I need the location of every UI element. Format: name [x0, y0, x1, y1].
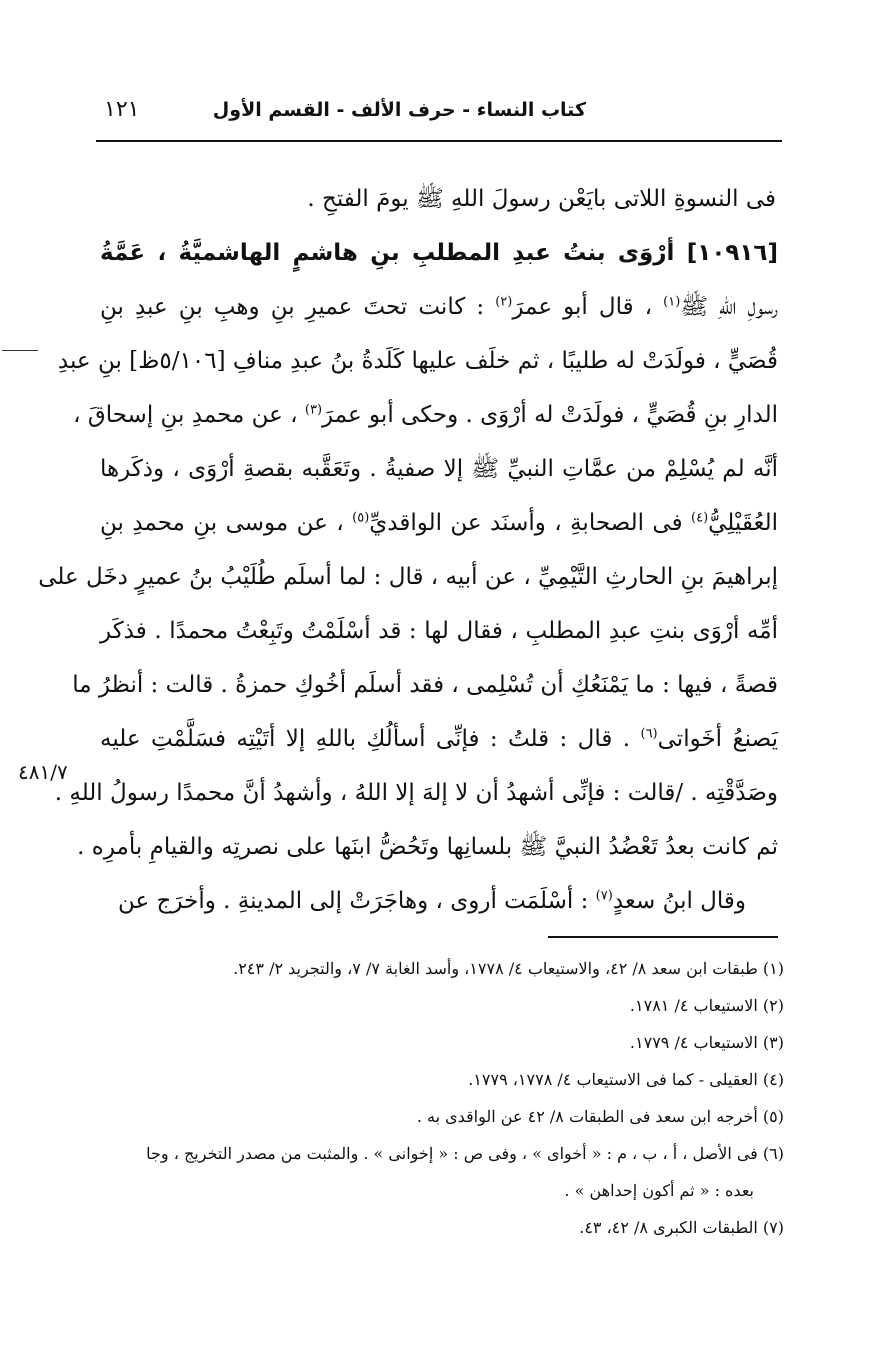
text-segment: ، عن محمدِ بنِ إسحاقَ ، [73, 402, 305, 428]
footnote: (٢) الاستيعاب ٤/ ١٧٨١. [629, 996, 784, 1015]
text-line [100, 496, 778, 550]
text-line: فى النسوةِ اللاتى بايَعْن رسولَ اللهِ ﷺ يومَ الفتحِ . [307, 186, 776, 212]
text-line [73, 388, 778, 442]
footnote: (٥) أخرجه ابن سعد فى الطبقات ٨/ ٤٢ عن الواقدى به . [416, 1107, 784, 1126]
footnote-ref: (٥) [352, 510, 370, 526]
footnotes [92, 950, 784, 1246]
footnote-ref: (٣) [304, 402, 323, 418]
text-segment: ، عن موسى بنِ محمدِ بنِ [100, 510, 353, 536]
text-segment: وقال ابنُ سعدٍ [612, 888, 746, 914]
page-number: ١٢١ [104, 97, 140, 122]
text-segment: . قال : قلتُ : فإنِّى أسألُكِ باللهِ إلا أتَيْتِه فسَلَّمْتِ عليه [100, 726, 641, 752]
text-line [100, 712, 778, 766]
margin-mark [2, 350, 38, 351]
footnote-continuation: بعده : « ثم أكون إحداهن » . [564, 1181, 754, 1200]
running-header [96, 95, 782, 131]
text-line: قُصَيٍّ ، فولَدَتْ له طليبًا ، ثم خلَف عليها كَلَدةُ بنُ عبدِ منافِ [٥/١٠٦ظ] بنِ عبدِ [57, 348, 778, 374]
text-line: وصَدَّقْتِه . /قالت : فإنِّى أشهدُ أن لا إلهَ إلا اللهُ ، وأشهدُ أنَّ محمدًا رسولُ اللهِ . [54, 780, 778, 806]
text-segment: فى الصحابةِ ، وأسنَد عن الواقديِّ [369, 510, 691, 536]
text-line: إبراهيمَ بنِ الحارثِ التَّيْمِيِّ ، عن أبيه ، قال : لما أسلَم طُلَيْبُ بنُ عميرٍ دخَل على [38, 564, 778, 590]
text-segment: : كانت تحتَ عميرِ بنِ وهبِ بنِ عبدِ بنِ [100, 294, 496, 320]
footnote: (٣) الاستيعاب ٤/ ١٧٧٩. [629, 1033, 784, 1052]
margin-reference: ٤٨١/٧ [18, 760, 68, 784]
footnote-ref: (٦) [640, 726, 658, 742]
text-line: قصةً ، فيها : ما يَمْنَعُكِ أن تُسْلِمى ، فقد أسلَم أخُوكِ حمزةُ . قالت : أنظرُ ما [72, 672, 778, 698]
text-line: ثم كانت بعدُ تَعْضُدُ النبيَّ ﷺ بلسانِها وتَحُضُّ ابنَها على نصرتِه والقيامِ بأمرِه . [77, 834, 778, 860]
text-line: أمِّه أرْوَى بنتِ عبدِ المطلبِ ، فقال لها : قد أسْلَمْتُ وتَبِعْتُ محمدًا . فذكَر [100, 618, 778, 644]
text-segment: الدارِ بنِ قُصَيٍّ ، فولَدَتْ له أرْوَى . وحكى أبو عمرَ [322, 402, 778, 428]
footnote-ref: (٧) [595, 888, 613, 904]
text-segment: ، قال أبو عمرَ [512, 294, 664, 320]
header-rule [96, 140, 782, 142]
text-segment: رسولِ اللهِ ﷺ [680, 294, 778, 320]
footnote: (٤) العقيلى - كما فى الاستيعاب ٤/ ١٧٧٨، ١٧٧٩. [468, 1070, 784, 1089]
footnote: (١) طبقات ابن سعد ٨/ ٤٢، والاستيعاب ٤/ ١٧٧٨، وأسد الغابة ٧/ ٧، والتجريد ٢/ ٢٤٣. [233, 959, 784, 978]
text-segment: العُقَيْلِيُّ [708, 510, 778, 536]
text-segment: يَصنعُ أخَواتى [657, 726, 778, 752]
text-segment: : أسْلَمَت أروى ، وهاجَرَتْ إلى المدينةِ . وأخرَج عن [118, 888, 596, 914]
footnotes-rule [548, 936, 778, 938]
header-title: كتاب النساء - حرف الألف - القسم الأول [212, 99, 586, 121]
footnote-ref: (٢) [495, 294, 513, 310]
footnote: (٧) الطبقات الكبرى ٨/ ٤٢، ٤٣. [579, 1218, 784, 1237]
text-line [100, 280, 778, 334]
footnote: (٦) فى الأصل ، أ ، ب ، م : « أخواى » ، وفى ص : « إخوانى » . والمثبت من مصدر التخريج ، وجا [146, 1144, 784, 1163]
entry-heading: [١٠٩١٦] أرْوَى بنتُ عبدِ المطلبِ بنِ هاشمٍ الهاشميَّةُ ، عَمَّةُ [100, 240, 778, 266]
text-line: أنَّه لم يُسْلِمْ من عمَّاتِ النبيِّ ﷺ إلا صفيةُ . وتَعَقَّبه بقصةِ أرْوَى ، وذكَرها [100, 456, 778, 482]
footnote-ref: (٤) [691, 510, 709, 526]
footnote-ref: (١) [663, 294, 681, 310]
text-line [100, 874, 778, 928]
